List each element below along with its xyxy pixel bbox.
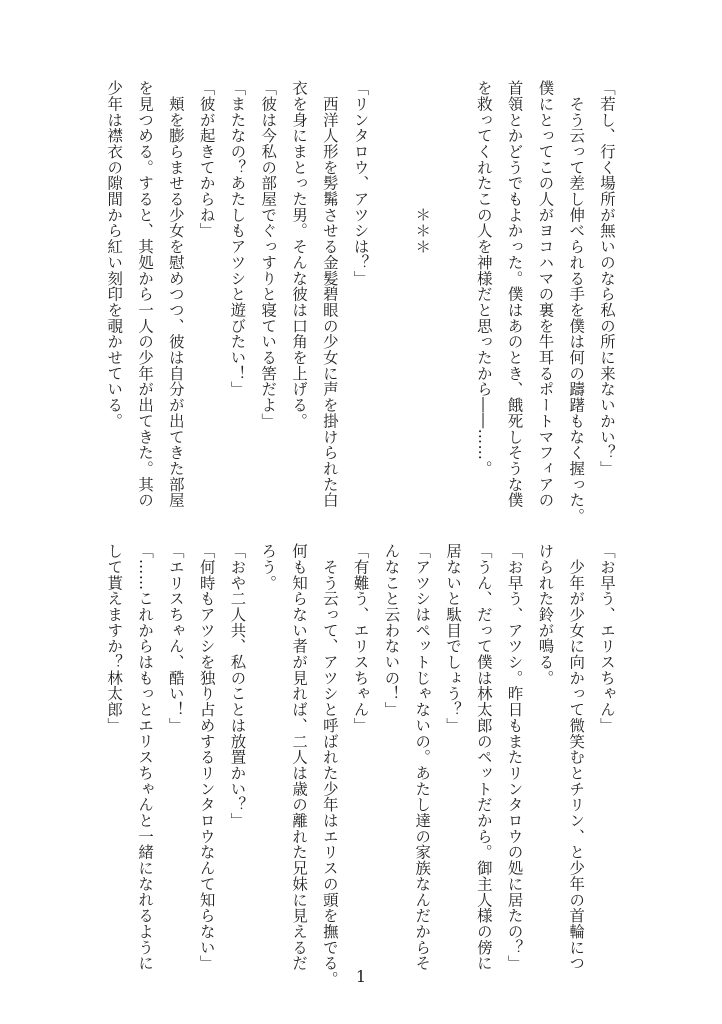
text-line: 何も知らない者が見れば、二人は歳の離れた兄妹に見えるだ [290,543,309,971]
text-line: そう云って、アツシと呼ばれた少年はエリスの頭を撫でる。 [320,543,339,987]
blank-line [437,80,468,500]
text-line: 「うん、だって僕は林太郎のペットだから。御主人様の傍に [474,543,493,971]
text-line: 「またなの？あたしもアツシと遊びたい！」 [228,80,247,397]
text-line: 頬を膨らませる少女を慰めつつ、彼は自分が出てきた部屋 [166,80,185,508]
text-line: 「彼が起きてからね」 [197,80,216,239]
text-line: 「彼は今私の部屋でぐっすりと寝ている筈だよ」 [259,80,278,429]
page-number: 1 [355,967,367,986]
text-line: を救ってくれたこの人を神様だと思ったから――……。 [474,80,493,477]
text-line: 僕にとってこの人がヨコハマの裏を牛耳るポートマフィアの [536,80,555,508]
text-line: 「……これからはもっとエリスちゃんと一緒になれるように [136,543,155,971]
text-line: 「有難う、エリスちゃん」 [351,543,370,734]
blank-line [376,80,407,500]
text-line: 「エリスちゃん、酷い！」 [166,543,185,734]
text-line: 少年は襟衣の隙間から紅い刻印を覗かせている。 [105,80,124,429]
text-line: 西洋人形を髣髴させる金髪碧眼の少女に声を掛けられた白 [320,80,339,508]
text-line: そう云って差し伸べられる手を僕は何の躊躇もなく握った。 [567,80,586,524]
text-line: 首領とかどうでもよかった。僕はあのとき、餓死しそうな僕 [505,80,524,508]
upper-text-column [82,80,622,524]
section-separator: ＊＊＊ [413,80,432,255]
text-line: けられた鈴が鳴る。 [536,543,555,686]
text-line: 「アツシはペットじゃないの。あたし達の家族なんだからそ [413,543,432,971]
text-line: 「おや二人共、私のことは放置かい？」 [228,543,247,829]
text-line: 少年が少女に向かって微笑むとチリン、と少年の首輪につ [567,543,586,971]
text-line: 衣を身にまとった男。そんな彼は口角を上げる。 [290,80,309,429]
text-line: 「リンタロウ、アツシは？」 [351,80,370,287]
text-line: を見つめる。すると、其処から一人の少年が出てきた。其の [136,80,155,508]
text-line: 「何時もアツシを独り占めするリンタロウなんて知らない」 [197,543,216,971]
text-line: 「お早う、エリスちゃん」 [598,543,616,734]
text-line: んなこと云わないの！」 [382,543,401,718]
text-line: 「若し、行く場所が無いのなら私の所に来ないかい？」 [598,80,616,477]
text-line: 「お早う、アツシ。昨日もまたリンタロウの処に居たの？」 [505,543,524,971]
text-line: して貰えますか？林太郎」 [105,543,124,734]
text-line: ろう。 [259,543,278,591]
lower-text-column [105,543,622,987]
text-line: 居ないと駄目でしょう？」 [444,543,463,734]
